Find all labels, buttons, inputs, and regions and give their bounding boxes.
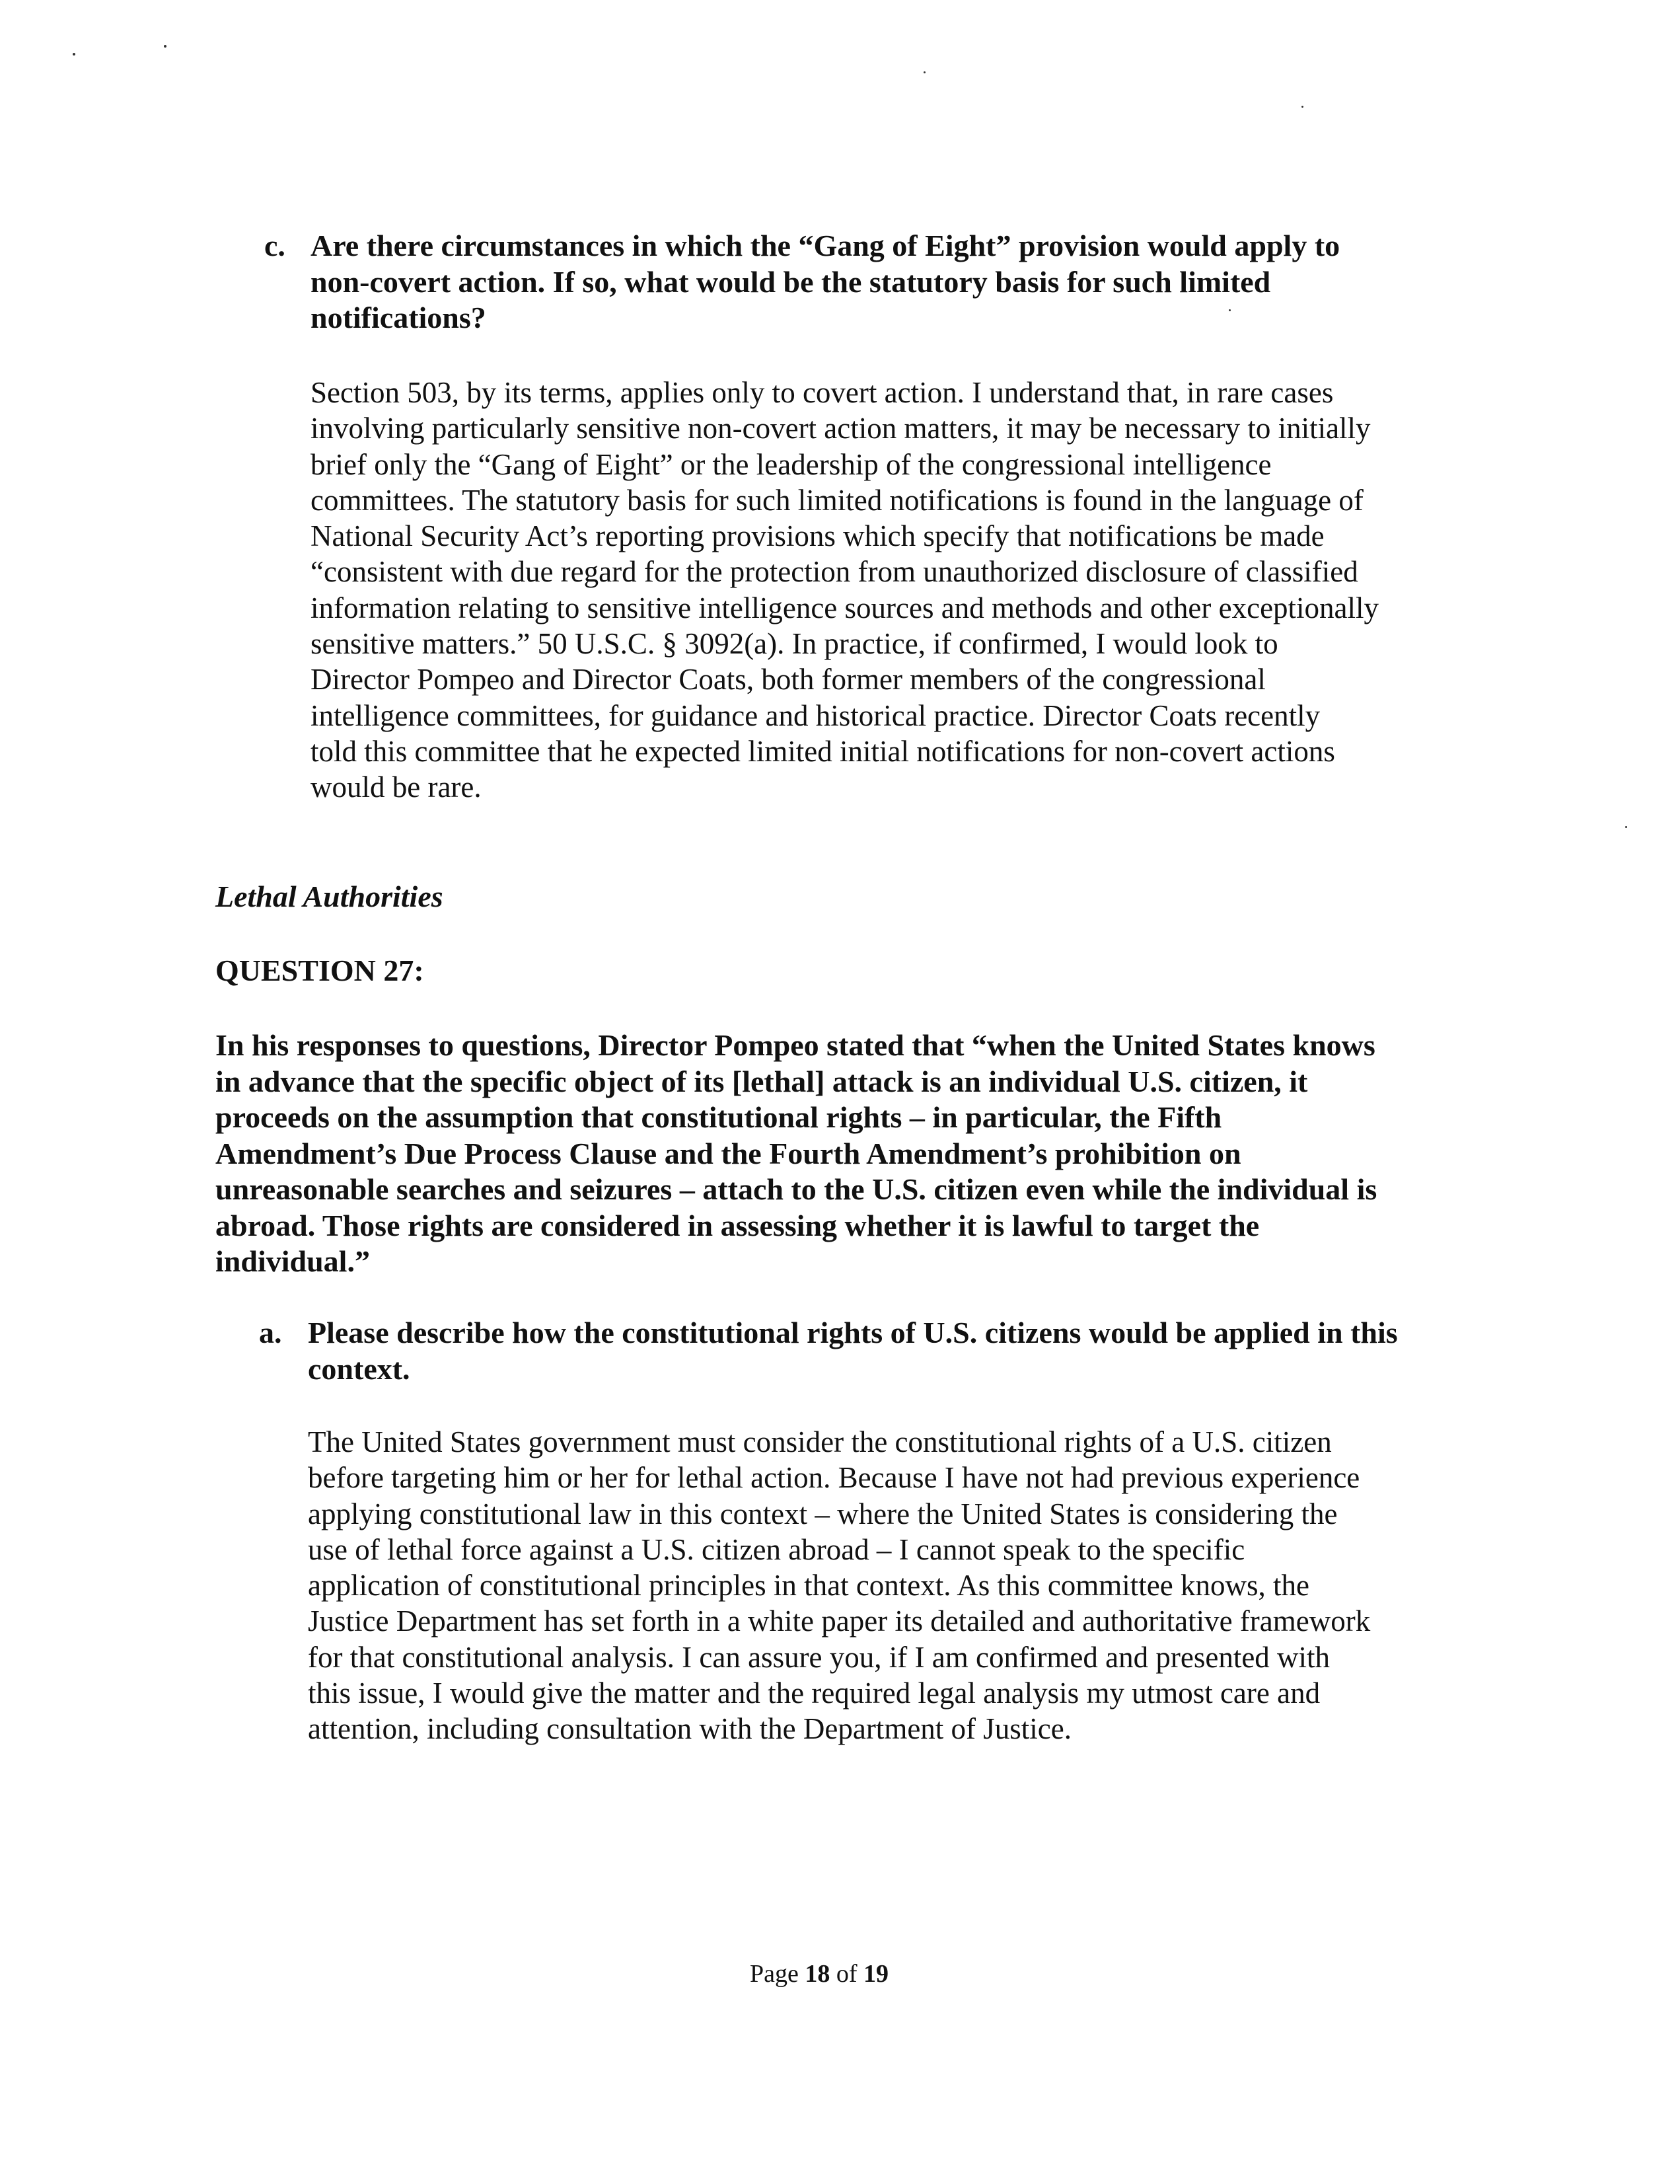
item-c-letter: c. <box>264 229 285 262</box>
question-27-body: In his responses to questions, Director Pompeo stated that “when the United States knows in advance that the specific object of its [lethal] attack is an individual U.S. citizen, it proceeds on the assumption that constitutional rights – in particular, the Fifth Amendment’s Due Process Clause and the Fourth Amendment’s prohibition on unreasonable searches and seizures – attach to the U.S. citizen even while the individual is abroad. Those rights are considered in assessing whether it is lawful to target the individual.” <box>215 1028 1377 1278</box>
scan-speck <box>1625 826 1627 828</box>
page-label: Page <box>749 1960 799 1988</box>
item-a-letter: a. <box>259 1316 282 1349</box>
of-label: of <box>836 1960 858 1988</box>
item-a-question: Please describe how the constitutional rights of U.S. citizens would be applied in this context. <box>308 1316 1398 1386</box>
item-a-answer: The United States government must consider the constitutional rights of a U.S. citizen before targeting him or her for lethal action. Because I have not had previous experience applying constitutional law in this context – where the United States is considering the use of lethal force against a U.S. citizen abroad – I cannot speak to the specific application of constitutional principles in that context. As this committee knows, the Justice Department has set forth in a white paper its detailed and authoritative framework for that constitutional analysis. I can assure you, if I am confirmed and presented with this issue, I would give the matter and the required legal analysis my utmost care and attention, including consultation with the Department of Justice. <box>308 1425 1371 1746</box>
item-c-answer: Section 503, by its terms, applies only to covert action. I understand that, in rare cases involving particularly sensitive non-covert action matters, it may be necessary to initially brief only the “Gang of Eight” or the leadership of the congressional intelligence committees. The statutory basis for such limited notifications is found in the language of National Security Act’s reporting provisions which specify that notifications be made “consistent with due regard for the protection from unauthorized disclosure of classified information relating to sensitive intelligence sources and methods and other exceptionally sensitive matters.” 50 U.S.C. § 3092(a). In practice, if confirmed, I would look to Director Pompeo and Director Coats, both former members of the congressional intelligence committees, for guidance and historical practice. Director Coats recently told this committee that he expected limited initial notifications for non-covert actions would be rare. <box>310 376 1379 804</box>
question-27-heading: QUESTION 27: <box>215 954 424 987</box>
item-c-question: Are there circumstances in which the “Gang of Eight” provision would apply to non-covert action. If so, what would be the statutory basis for such limited notifications? <box>310 229 1340 334</box>
scan-speck <box>73 53 75 56</box>
page-footer <box>661 1959 978 1988</box>
total-pages: 19 <box>863 1960 889 1988</box>
scan-speck <box>1301 106 1303 108</box>
scan-speck <box>924 71 926 73</box>
page-number: 18 <box>805 1960 830 1988</box>
scan-speck <box>164 45 166 48</box>
section-heading: Lethal Authorities <box>215 880 443 913</box>
